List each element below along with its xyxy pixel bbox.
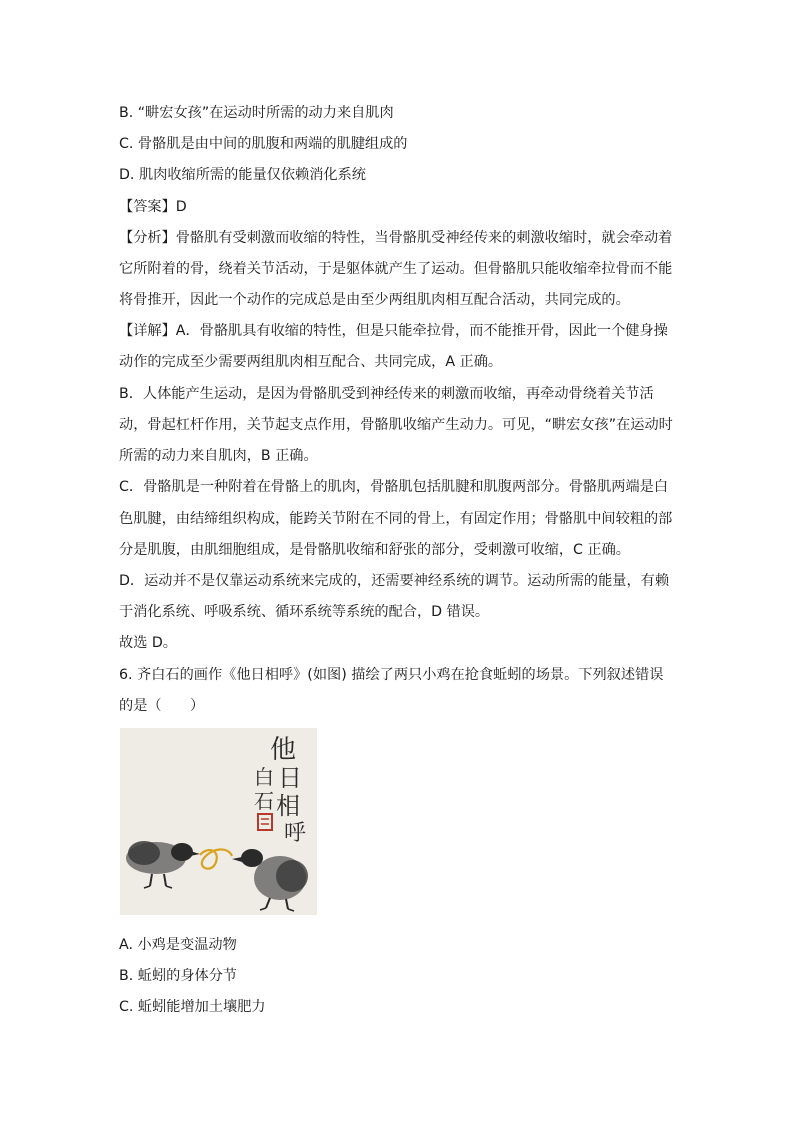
analysis-line-1: 【分析】骨骼肌有受刺激而收缩的特性，当骨骼肌受神经传来的刺激收缩时，就会牵动着 xyxy=(119,230,673,246)
calligraphy-char-4: 呼 xyxy=(284,821,307,846)
detail-line-6: C．骨骼肌是一种附着在骨骼上的肌肉，骨骼肌包括肌腱和肌腹两部分。骨骼肌两端是白 xyxy=(119,479,669,495)
detail-line-8: 分是肌腹，由肌细胞组成，是骨骼肌收缩和舒张的部分，受刺激可收缩，C 正确。 xyxy=(119,542,630,558)
question-6-option-c: C. 蚯蚓能增加土壤肥力 xyxy=(119,999,266,1015)
prev-option-d: D. 肌肉收缩所需的能量仅依赖消化系统 xyxy=(119,167,366,183)
calligraphy-char-3: 相 xyxy=(276,792,300,820)
prev-option-b: B. “畊宏女孩”在运动时所需的动力来自肌肉 xyxy=(119,105,394,121)
detail-line-10: 于消化系统、呼吸系统、循环系统等系统的配合，D 错误。 xyxy=(119,604,490,620)
question-6-stem-line-2: 的是（ ） xyxy=(119,698,205,714)
detail-line-9: D．运动并不是仅靠运动系统来完成的，还需要神经系统的调节。运动所需的能量，有赖 xyxy=(119,573,670,589)
detail-line-11: 故选 D。 xyxy=(119,635,177,651)
question-6-stem-line-1: 6. 齐白石的画作《他日相呼》(如图) 描绘了两只小鸡在抢食蚯蚓的场景。下列叙述错误 xyxy=(119,667,664,683)
calligraphy-char-2: 日 xyxy=(278,764,302,792)
analysis-line-3: 将骨推开，因此一个动作的完成总是由至少两组肌肉相互配合活动，共同完成的。 xyxy=(119,292,630,308)
answer-line: 【答案】D xyxy=(119,199,187,215)
detail-line-2: 动作的完成至少需要两组肌肉相互配合、共同完成，A 正确。 xyxy=(119,354,503,370)
detail-line-4: 动，骨起杠杆作用，关节起支点作用，骨骼肌收缩产生动力。可见，“畊宏女孩”在运动时 xyxy=(119,417,673,433)
painting-chicks xyxy=(120,728,317,915)
question-6-option-a: A. 小鸡是变温动物 xyxy=(119,937,237,953)
prev-option-c: C. 骨骼肌是由中间的肌腹和两端的肌腱组成的 xyxy=(119,136,408,152)
detail-line-1: 【详解】A．骨骼肌具有收缩的特性，但是只能牵拉骨，而不能推开骨，因此一个健身操 xyxy=(119,323,668,339)
signature-char-1: 白 xyxy=(254,765,274,789)
analysis-line-2: 它所附着的骨，绕着关节活动，于是躯体就产生了运动。但骨骼肌只能收缩牵拉骨而不能 xyxy=(119,261,673,277)
detail-line-7: 色肌腱，由结缔组织构成，能跨关节附在不同的骨上，有固定作用；骨骼肌中间较粗的部 xyxy=(119,511,673,527)
question-6-option-b: B. 蚯蚓的身体分节 xyxy=(119,968,238,984)
signature-char-2: 石 xyxy=(254,789,274,813)
detail-line-5: 所需的动力来自肌肉，B 正确。 xyxy=(119,448,318,464)
calligraphy-char-1: 他 xyxy=(270,735,297,765)
detail-line-3: B．人体能产生运动，是因为骨骼肌受到神经传来的刺激而收缩，再牵动骨绕着关节活 xyxy=(119,386,654,402)
